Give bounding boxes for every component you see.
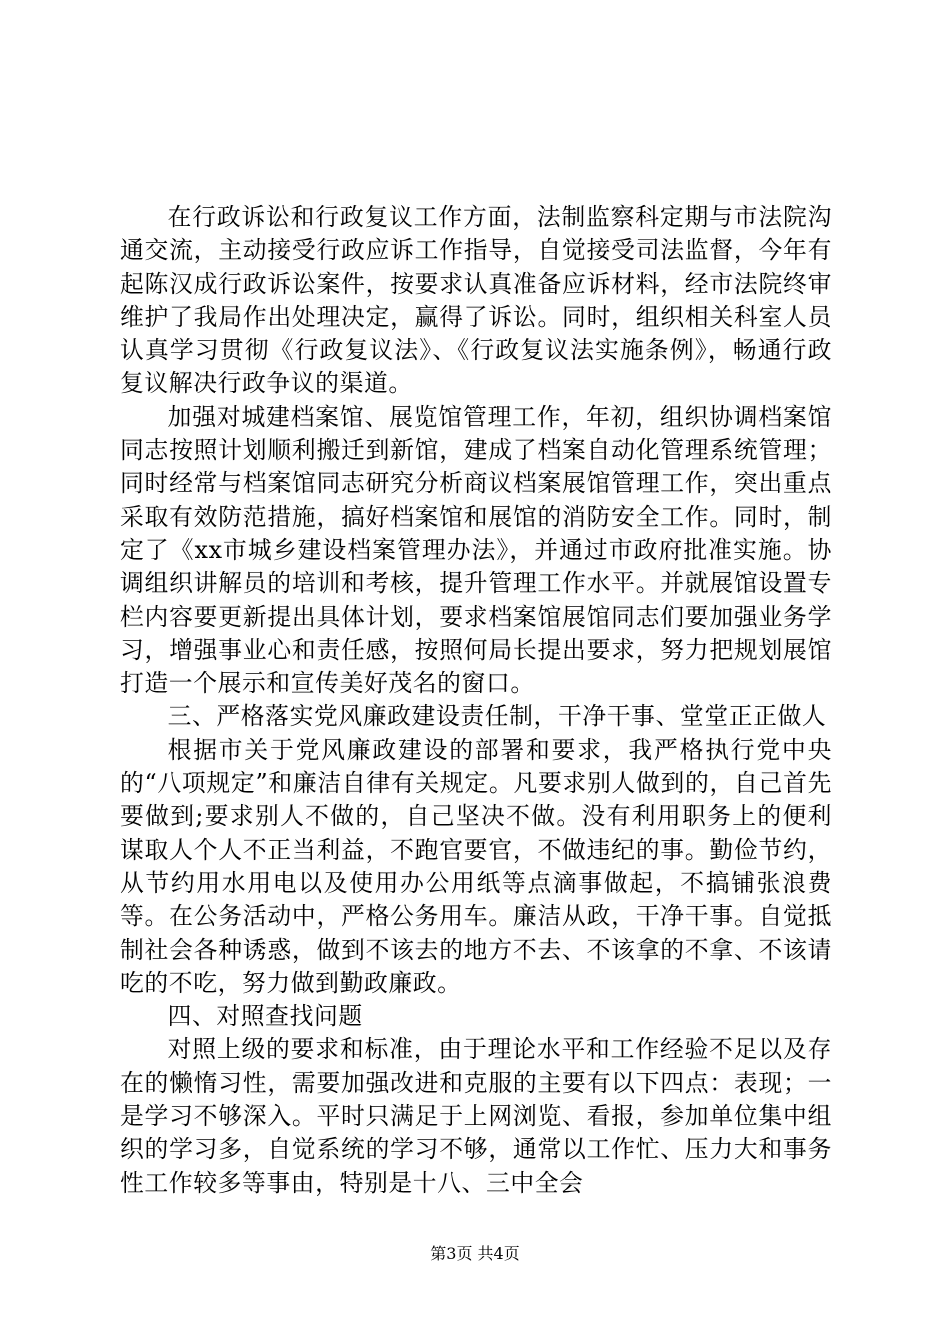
paragraph-archive-management: 加强对城建档案馆、展览馆管理工作，年初，组织协调档案馆同志按照计划顺利搬迁到新馆，建成了档案自动化管理系统管理；同时经常与档案馆同志研究分析商议档案展馆管理工作，突出重点采取有效防范措施，搞好档案馆和展馆的消防安全工作。同时，制定了《xx市城乡建设档案管理办法》，并通过市政府批准实施。协调组织讲解员的培训和考核，提升管理工作水平。并就展馆设置专栏内容要更新提出具体计划，要求档案馆展馆同志们要加强业务学习，增强事业心和责任感，按照何局长提出要求，努力把规划展馆打造一个展示和宣传美好茂名的窗口。 bbox=[120, 402, 832, 698]
section-heading-problems: 四、对照查找问题 bbox=[167, 1002, 363, 1031]
paragraph-integrity: 根据市关于党风廉政建设的部署和要求，我严格执行党中央的“八项规定”和廉洁自律有关规定。凡要求别人做到的，自己首先要做到;要求别人不做的，自己坚决不做。没有利用职务上的便利谋取人个人不正当利益，不跑官要官，不做违纪的事。勤俭节约，从节约用水用电以及使用办公用纸等点滴事做起，不搞铺张浪费等。在公务活动中，严格公务用车。廉洁从政，干净干事。自觉抵制社会各种诱惑，做到不该去的地方不去、不该拿的不拿、不该请吃的不吃，努力做到勤政廉政。 bbox=[120, 735, 832, 997]
page-number-footer: 第3页 共4页 bbox=[430, 1244, 520, 1263]
section-heading-integrity: 三、严格落实党风廉政建设责任制，干净干事、堂堂正正做人 bbox=[167, 702, 827, 731]
paragraph-administrative-litigation: 在行政诉讼和行政复议工作方面，法制监察科定期与市法院沟通交流，主动接受行政应诉工作指导，自觉接受司法监督，今年有起陈汉成行政诉讼案件，按要求认真准备应诉材料，经市法院终审维护了我局作出处理决定，赢得了诉讼。同时，组织相关科室人员认真学习贯彻《行政复议法》、《行政复议法实施条例》，畅通行政复议解决行政争议的渠道。 bbox=[120, 203, 832, 398]
paragraph-problems: 对照上级的要求和标准，由于理论水平和工作经验不足以及存在的懒惰习性，需要加强改进和克服的主要有以下四点：表现；一是学习不够深入。平时只满足于上网浏览、看报，参加单位集中组织的学习多，自觉系统的学习不够，通常以工作忙、压力大和事务性工作较多等事由，特别是十八、三中全会 bbox=[120, 1035, 832, 1197]
document-body bbox=[120, 201, 832, 1200]
